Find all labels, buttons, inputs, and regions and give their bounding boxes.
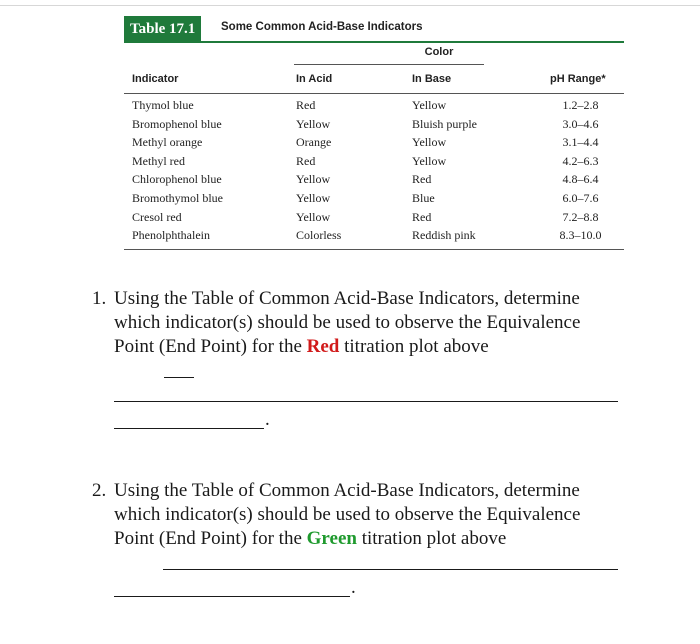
question-2-text xyxy=(114,479,614,551)
in-acid-cell: Yellow xyxy=(296,190,331,205)
question-1-number: 1. xyxy=(92,288,107,309)
in-acid-cell: Colorless xyxy=(296,228,342,243)
in-base-cell: Yellow xyxy=(412,98,447,112)
indicator-cell: Cresol red xyxy=(132,209,182,224)
in-base-cell: Bluish purple xyxy=(412,116,477,131)
ph-range-cell: 6.0–7.6 xyxy=(562,190,599,205)
table-row xyxy=(124,96,624,115)
table-title-rule xyxy=(124,41,624,43)
in-acid-cell: Yellow xyxy=(296,172,331,187)
question-2-highlight: Green xyxy=(306,528,357,549)
indicator-cell: Thymol blue xyxy=(132,98,194,112)
ph-range-cell: 4.8–6.4 xyxy=(562,172,599,187)
table-number-label: Table 17.1 xyxy=(124,16,201,42)
indicator-table xyxy=(124,12,624,243)
ph-range-cell: 3.0–4.6 xyxy=(562,116,599,131)
table-row xyxy=(124,133,624,152)
question-1-period: . xyxy=(265,409,270,430)
top-divider xyxy=(0,5,700,6)
question-1-highlight: Red xyxy=(306,336,340,357)
question-1-answer-line-short[interactable] xyxy=(114,428,264,429)
question-1-text-start: Using the Table of Common Acid-Base Indicators, determine which indicator(s) should be used to observe the Equivalence Point (End Point) for the xyxy=(114,288,581,357)
question-2-number: 2. xyxy=(92,480,107,501)
indicator-cell: Bromophenol blue xyxy=(132,116,222,131)
in-base-cell: Yellow xyxy=(412,135,447,150)
column-header-in-base: In Base xyxy=(412,73,452,85)
question-1-text-end: titration plot above xyxy=(339,336,489,357)
question-2-text-start: Using the Table of Common Acid-Base Indicators, determine which indicator(s) should be used to observe the Equivalence Point (End Point) for the xyxy=(114,480,581,549)
table-row xyxy=(124,170,624,189)
table-header xyxy=(124,12,624,44)
ph-range-cell: 3.1–4.4 xyxy=(562,135,599,150)
table-row xyxy=(124,208,624,227)
table-row xyxy=(124,115,624,134)
ph-range-cell: 7.2–8.8 xyxy=(562,209,599,224)
question-1-answer-blank-inline[interactable] xyxy=(164,377,194,378)
table-body xyxy=(124,96,624,245)
column-headers xyxy=(124,73,624,89)
table-row xyxy=(124,189,624,208)
table-title: Some Common Acid-Base Indicators xyxy=(221,21,423,33)
indicator-cell: Methyl red xyxy=(132,153,185,168)
table-bottom-rule xyxy=(124,249,624,250)
in-acid-cell: Red xyxy=(296,98,316,112)
in-base-cell: Reddish pink xyxy=(412,228,476,243)
question-2-answer-line[interactable] xyxy=(163,569,618,570)
indicator-cell: Methyl orange xyxy=(132,135,203,150)
header-rule xyxy=(124,93,624,94)
column-header-in-acid: In Acid xyxy=(296,73,333,85)
column-header-indicator: Indicator xyxy=(132,73,179,85)
ph-range-cell: 8.3–10.0 xyxy=(559,228,602,243)
in-acid-cell: Yellow xyxy=(296,209,331,224)
question-2 xyxy=(92,479,622,579)
question-1-answer-line[interactable] xyxy=(114,401,618,402)
question-2-period: . xyxy=(351,577,356,598)
question-2-text-end: titration plot above xyxy=(356,528,507,549)
in-base-cell: Yellow xyxy=(412,153,447,168)
question-1-text xyxy=(114,287,614,359)
ph-range-cell: 1.2–2.8 xyxy=(562,98,599,112)
indicator-cell: Bromothymol blue xyxy=(132,190,223,205)
color-group-rule xyxy=(294,64,484,65)
indicator-cell: Chlorophenol blue xyxy=(132,172,222,187)
ph-range-cell: 4.2–6.3 xyxy=(562,153,599,168)
indicator-cell: Phenolphthalein xyxy=(132,228,210,243)
table-row xyxy=(124,152,624,171)
question-1 xyxy=(92,287,622,387)
column-header-ph-range: pH Range* xyxy=(550,73,606,85)
color-group-header: Color xyxy=(424,46,454,58)
in-acid-cell: Orange xyxy=(296,135,332,150)
in-acid-cell: Yellow xyxy=(296,116,331,131)
in-base-cell: Blue xyxy=(412,190,435,205)
table-row xyxy=(124,226,624,245)
in-base-cell: Red xyxy=(412,172,432,187)
question-2-answer-line-short[interactable] xyxy=(114,596,350,597)
in-acid-cell: Red xyxy=(296,153,316,168)
in-base-cell: Red xyxy=(412,209,432,224)
